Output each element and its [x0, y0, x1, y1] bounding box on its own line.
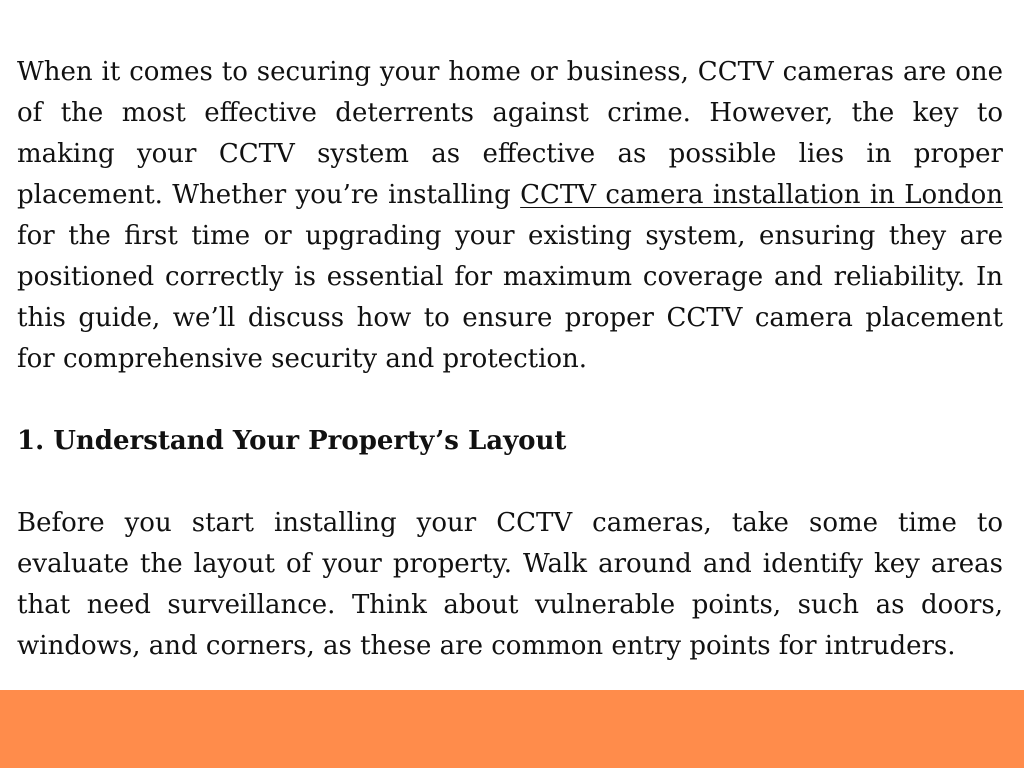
article-body [17, 52, 1003, 667]
intro-text-start: When it comes to securing your home or business, CCTV cameras are one of the most effective deterrents against crime. However, the key to making your CCTV system as effective as possible lies in proper placement. Whether you’re installing [17, 57, 1003, 210]
cctv-installation-london-link[interactable]: CCTV camera installation in London [520, 180, 1003, 210]
intro-text-end: for the first time or upgrading your existing system, ensuring they are positioned correctly is essential for maximum coverage and reliability. In this guide, we’ll discuss how to ensure proper CCTV camera placement for comprehensive security and protection. [17, 221, 1003, 374]
footer-accent-bar [0, 690, 1024, 768]
section-heading-property-layout: 1. Understand Your Property’s Layout [17, 426, 567, 456]
section-paragraph-property-layout: Before you start installing your CCTV cameras, take some time to evaluate the layout of your property. Walk around and identify key areas that need surveillance. Think about vulnerable points, such as doors, windows, and corners, as these are common entry points for intruders. [17, 508, 1003, 661]
intro-paragraph [17, 52, 1003, 380]
